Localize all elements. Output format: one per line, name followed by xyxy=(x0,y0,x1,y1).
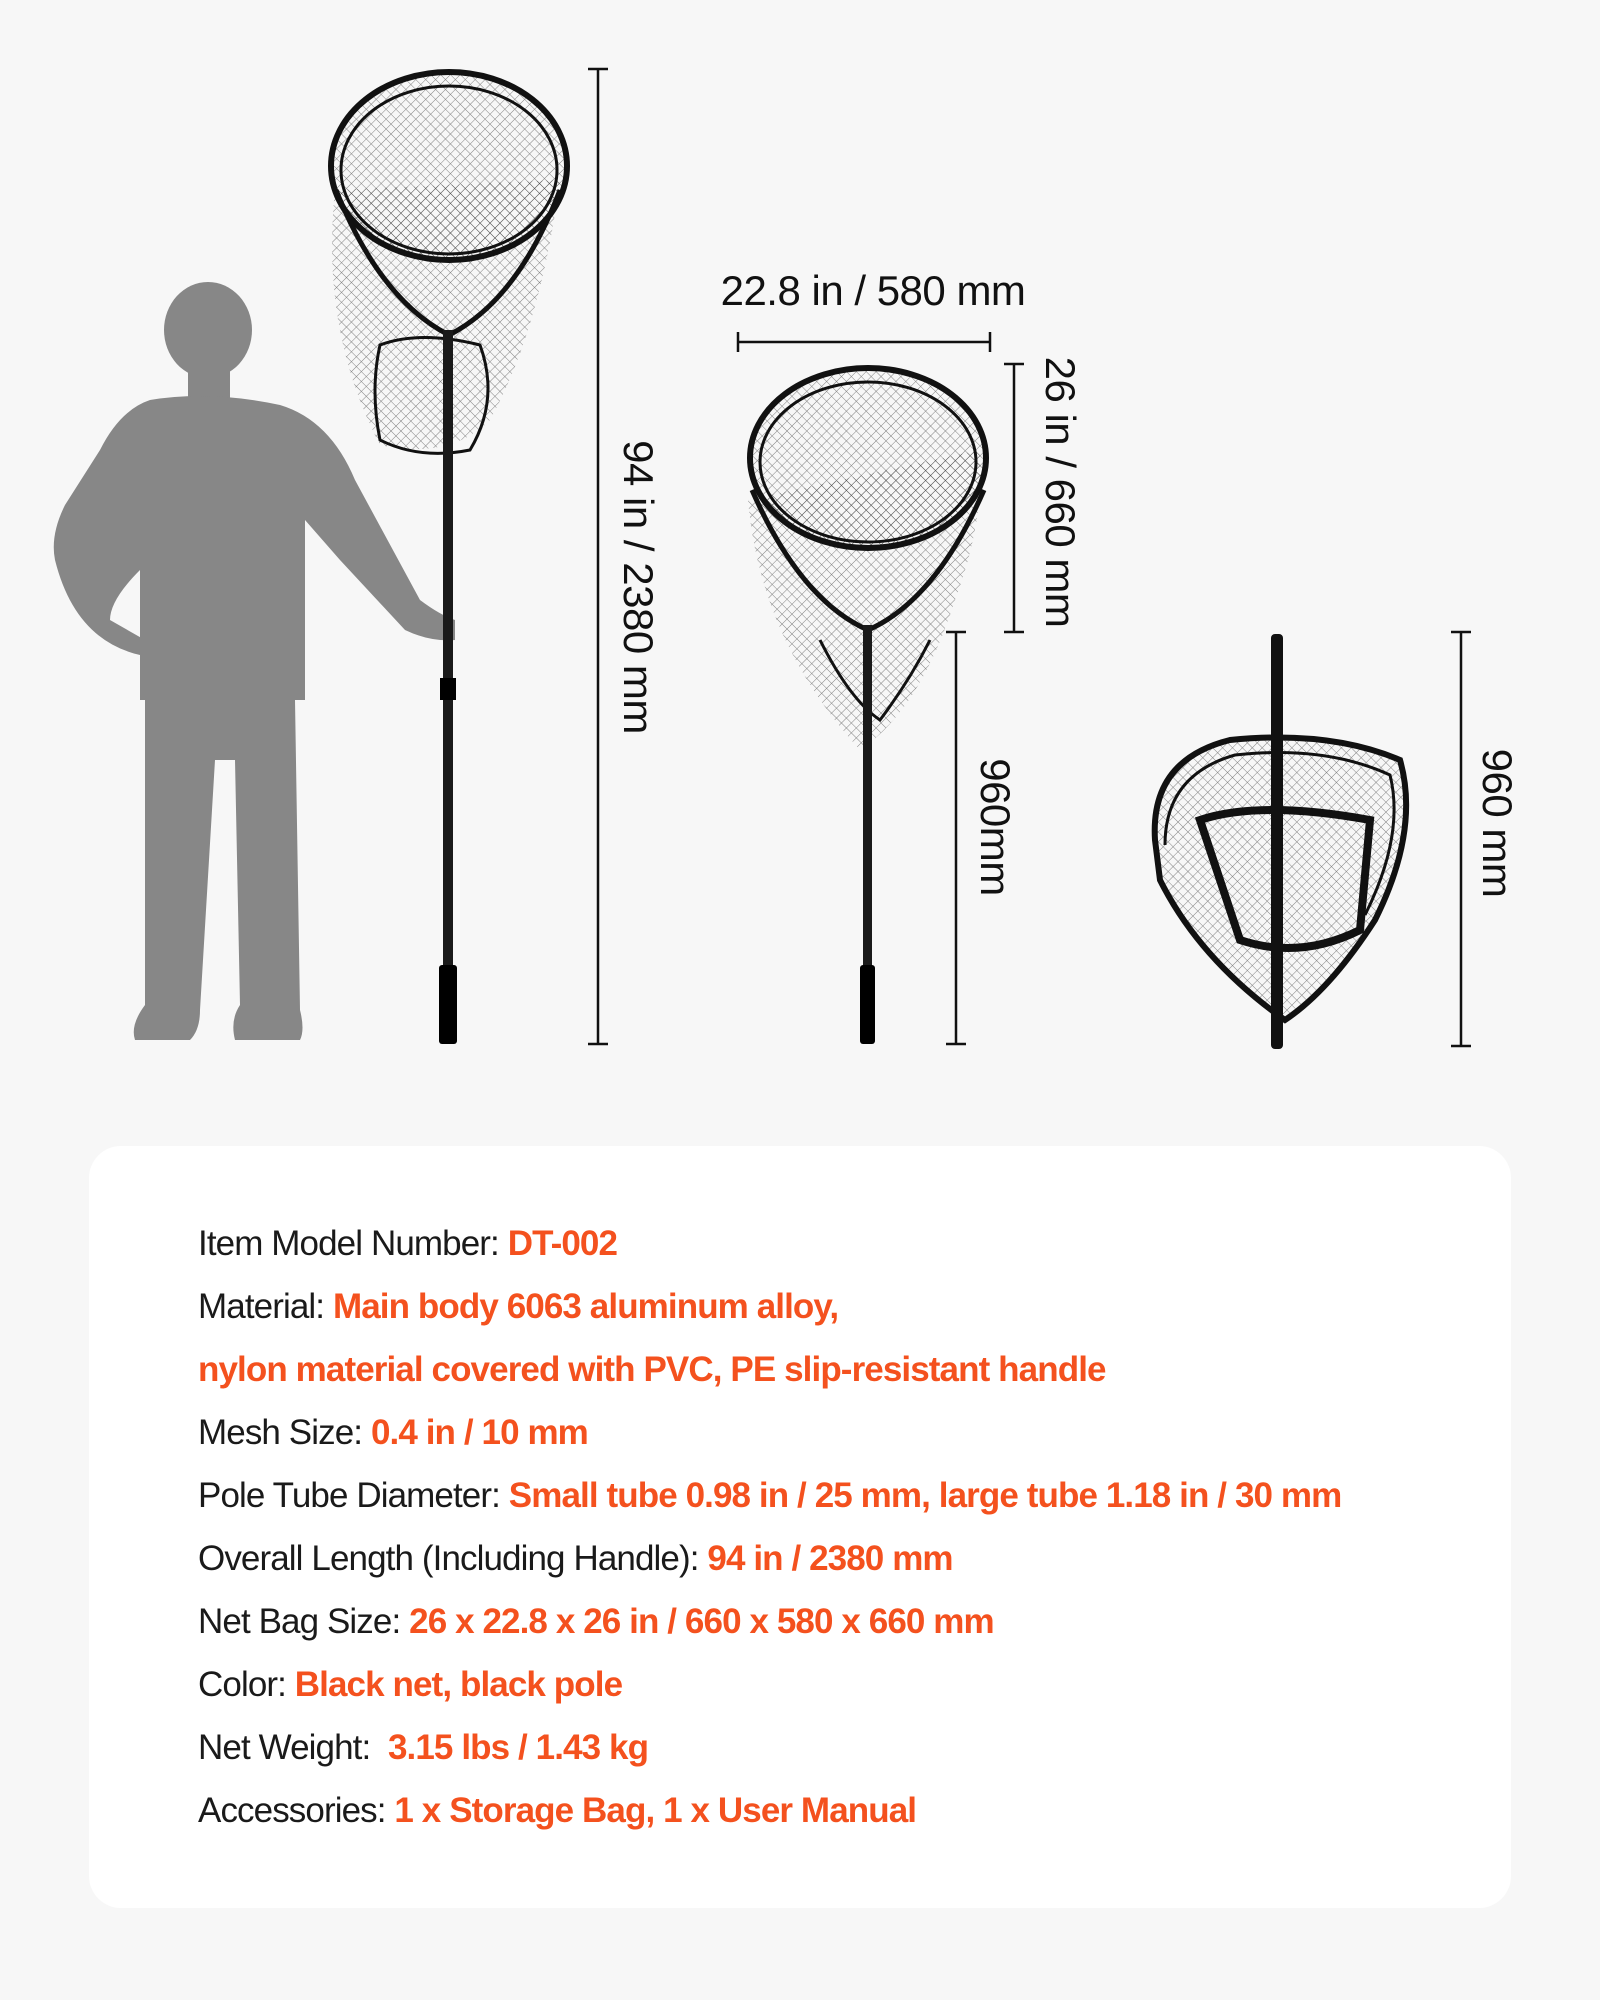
spec-label: Pole Tube Diameter: xyxy=(198,1476,509,1515)
handle-length-open-label: 960mm xyxy=(972,758,1019,896)
hoop-width-label: 22.8 in / 580 mm xyxy=(720,267,1026,314)
spec-value: 3.15 lbs / 1.43 kg xyxy=(387,1728,649,1767)
spec-net-weight xyxy=(198,1728,648,1768)
spec-mesh-size xyxy=(198,1413,588,1453)
overall-height-label: 94 in / 2380 mm xyxy=(615,440,662,734)
spec-material xyxy=(198,1287,838,1327)
spec-label: Overall Length (Including Handle): xyxy=(198,1539,708,1578)
spec-material-cont xyxy=(198,1350,1106,1390)
spec-label: Material: xyxy=(198,1287,333,1326)
spec-overall-length xyxy=(198,1539,953,1579)
spec-value: Black net, black pole xyxy=(294,1665,623,1704)
net-open xyxy=(748,368,986,1044)
spec-accessories xyxy=(198,1791,916,1831)
spec-net-bag-size xyxy=(198,1602,994,1642)
spec-value: 94 in / 2380 mm xyxy=(707,1539,953,1578)
spec-label: Item Model Number: xyxy=(198,1224,508,1263)
spec-value: 1 x Storage Bag, 1 x User Manual xyxy=(394,1791,917,1830)
spec-label: Net Weight: xyxy=(198,1728,388,1767)
spec-label: Color: xyxy=(198,1665,295,1704)
spec-value: Main body 6063 aluminum alloy, xyxy=(332,1287,839,1326)
spec-value: 0.4 in / 10 mm xyxy=(370,1413,588,1452)
spec-value: DT-002 xyxy=(507,1224,618,1263)
spec-color xyxy=(198,1665,622,1705)
net-folded xyxy=(1155,634,1406,1049)
hoop-length-label: 26 in / 660 mm xyxy=(1037,356,1084,628)
specifications-card xyxy=(89,1146,1511,1908)
spec-pole-diameter xyxy=(198,1476,1341,1516)
spec-label: Mesh Size: xyxy=(198,1413,371,1452)
handle-length-folded-label: 960 mm xyxy=(1474,748,1521,898)
spec-value: 26 x 22.8 x 26 in / 660 x 580 x 660 mm xyxy=(409,1602,994,1641)
spec-label: Net Bag Size: xyxy=(198,1602,410,1641)
spec-value: Small tube 0.98 in / 25 mm, large tube 1.18 in / 30 mm xyxy=(508,1476,1342,1515)
spec-model-number xyxy=(198,1224,617,1264)
spec-label: Accessories: xyxy=(198,1791,395,1830)
spec-value: nylon material covered with PVC, PE slip-resistant handle xyxy=(198,1350,1106,1389)
